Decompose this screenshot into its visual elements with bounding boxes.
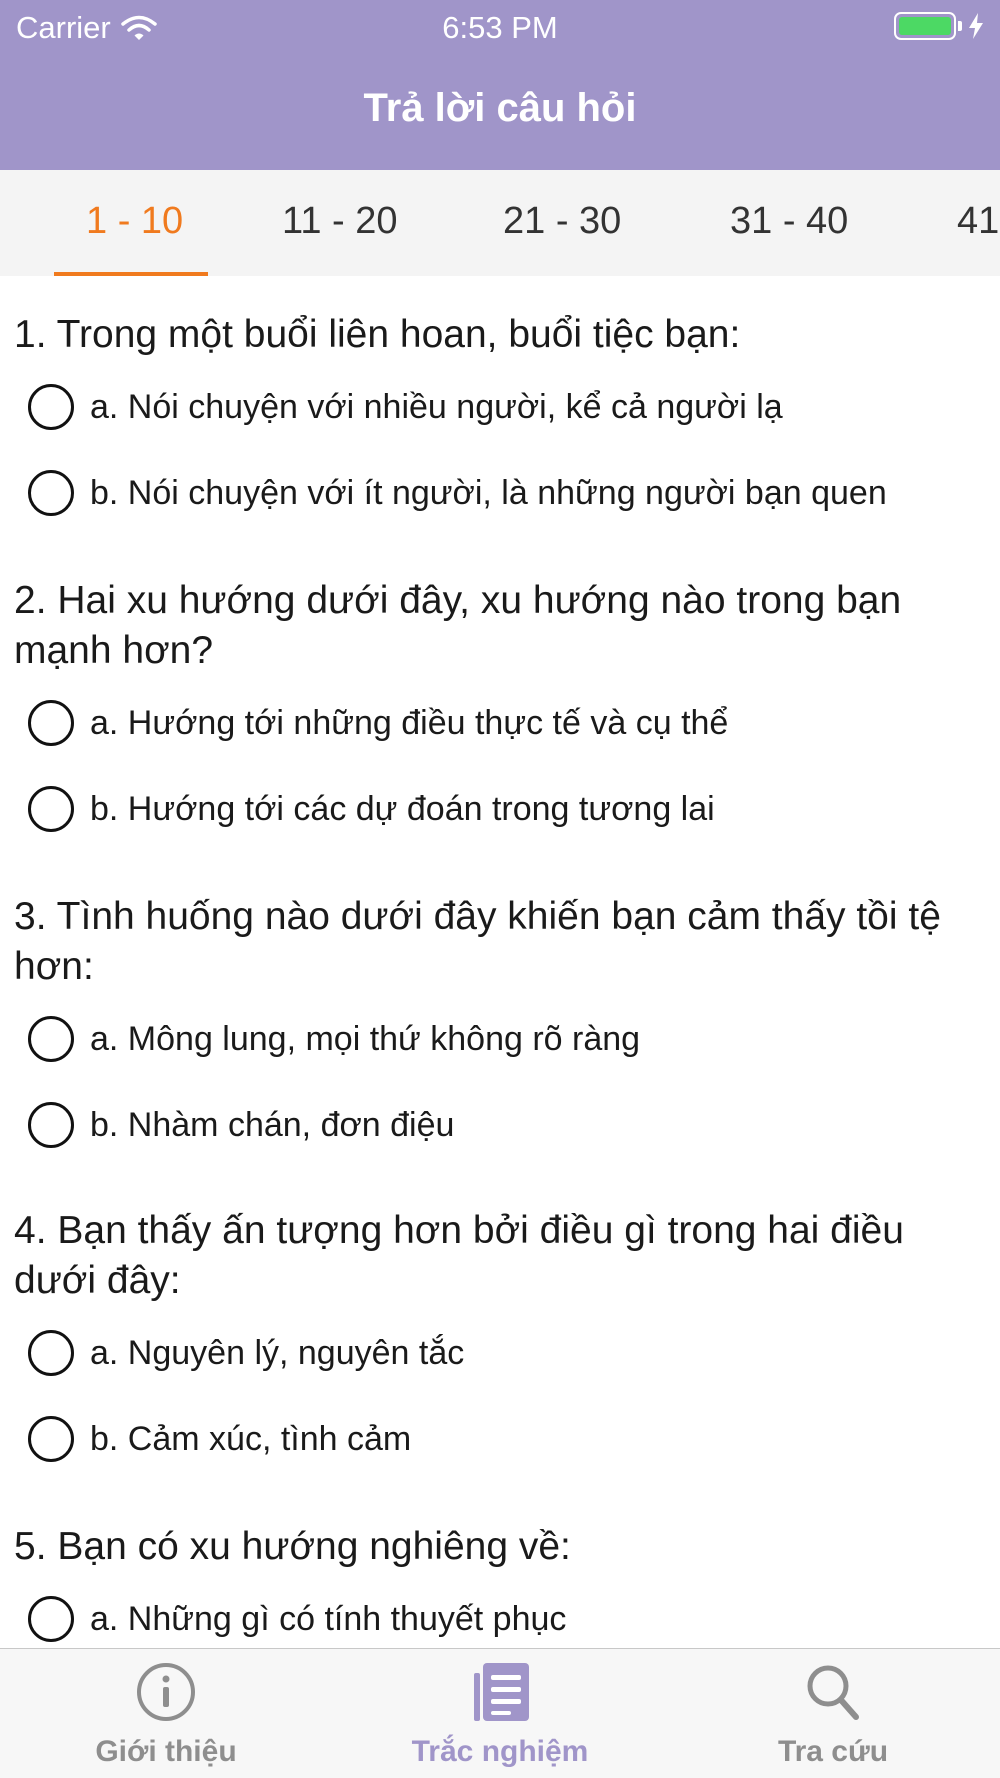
radio-button[interactable] [28, 384, 74, 430]
battery-level [899, 17, 951, 35]
option-label: b. Cảm xúc, tình cảm [90, 1419, 412, 1458]
question-1-text: 1. Trong một buổi liên hoan, buổi tiệc bạn: [14, 313, 741, 356]
carrier-label: Carrier [16, 10, 111, 45]
question-5-text: 5. Bạn có xu hướng nghiêng về: [14, 1525, 571, 1568]
question-2-option-a[interactable] [28, 696, 728, 750]
radio-button[interactable] [28, 1330, 74, 1376]
tabbar-item-quiz[interactable] [350, 1649, 650, 1778]
radio-button[interactable] [28, 1016, 74, 1062]
tabbar-label-quiz: Trắc nghiệm [411, 1735, 589, 1768]
status-bar [0, 0, 1000, 56]
tab-11-20[interactable]: 11 - 20 [282, 200, 398, 242]
question-3-option-a[interactable] [28, 1012, 640, 1066]
battery-icon [894, 12, 956, 40]
header [0, 0, 1000, 170]
radio-button[interactable] [28, 1102, 74, 1148]
question-3-text: 3. Tình huống nào dưới đây khiến bạn cảm thấy tồi tệ hơn: [14, 895, 941, 988]
tabbar-item-lookup[interactable] [683, 1649, 983, 1778]
question-1-option-b[interactable] [28, 466, 887, 520]
battery-tip [958, 21, 962, 31]
tabbar-label-intro: Giới thiệu [95, 1735, 237, 1768]
search-icon [798, 1659, 868, 1725]
question-1-option-a[interactable] [28, 380, 783, 434]
question-3-option-b[interactable] [28, 1098, 454, 1152]
quiz-list-icon [465, 1659, 535, 1725]
question-2-option-b[interactable] [28, 782, 715, 836]
question-list[interactable] [0, 276, 1000, 1648]
status-time: 6:53 PM [442, 10, 558, 45]
radio-button[interactable] [28, 1596, 74, 1642]
option-label: b. Nói chuyện với ít người, là những người bạn quen [90, 473, 887, 512]
info-icon [131, 1659, 201, 1725]
question-4-option-b[interactable] [28, 1412, 411, 1466]
option-label: a. Những gì có tính thuyết phục [90, 1599, 567, 1638]
radio-button[interactable] [28, 1416, 74, 1462]
question-5-option-a[interactable] [28, 1592, 566, 1646]
battery-indicator [894, 12, 984, 40]
tabbar-label-lookup: Tra cứu [777, 1735, 889, 1768]
question-4-text: 4. Bạn thấy ấn tượng hơn bởi điều gì trong hai điều dưới đây: [14, 1209, 904, 1302]
charging-bolt-icon [968, 13, 984, 39]
bottom-tab-bar [0, 1648, 1000, 1778]
tabbar-item-intro[interactable] [16, 1649, 316, 1778]
tab-41[interactable]: 41 [957, 200, 1000, 242]
radio-button[interactable] [28, 786, 74, 832]
page-title: Trả lời câu hỏi [363, 86, 637, 130]
option-label: b. Nhàm chán, đơn điệu [90, 1105, 455, 1144]
tab-21-30[interactable]: 21 - 30 [503, 200, 622, 242]
question-range-tabs [0, 170, 1000, 276]
option-label: a. Nguyên lý, nguyên tắc [90, 1333, 465, 1372]
tab-31-40[interactable]: 31 - 40 [730, 200, 849, 242]
option-label: a. Hướng tới những điều thực tế và cụ thể [90, 703, 729, 742]
question-4-option-a[interactable] [28, 1326, 464, 1380]
question-2-text: 2. Hai xu hướng dưới đây, xu hướng nào trong bạn mạnh hơn? [14, 579, 902, 672]
radio-button[interactable] [28, 470, 74, 516]
option-label: a. Mông lung, mọi thứ không rõ ràng [90, 1019, 641, 1058]
radio-button[interactable] [28, 700, 74, 746]
option-label: a. Nói chuyện với nhiều người, kể cả người lạ [90, 387, 783, 426]
tab-1-10[interactable]: 1 - 10 [86, 200, 184, 242]
option-label: b. Hướng tới các dự đoán trong tương lai [90, 789, 715, 828]
